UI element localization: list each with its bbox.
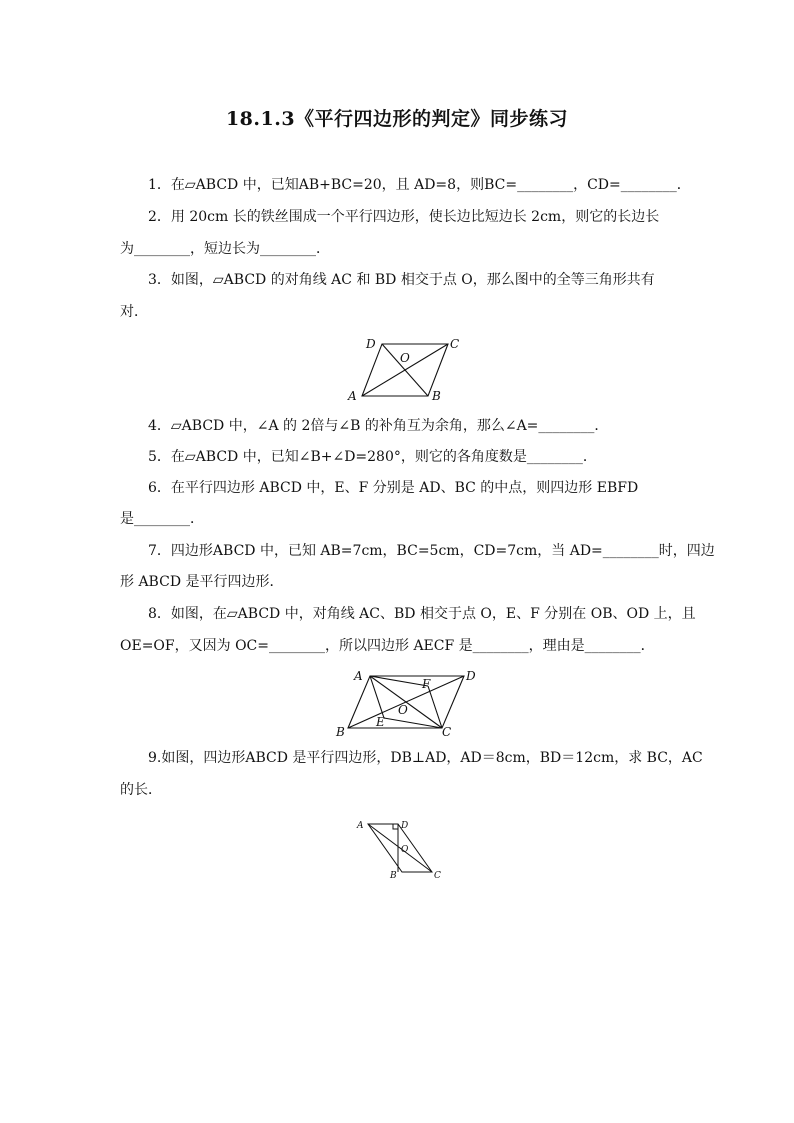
question-8-line-2: OE=OF，又因为 OC=________，所以四边形 AECF 是________，理由是________． xyxy=(120,638,655,654)
label-a: A xyxy=(348,389,357,403)
label-b-q8: B xyxy=(336,725,345,739)
figure-q9 xyxy=(354,816,450,880)
right-angle-mark xyxy=(393,824,398,829)
label-d: D xyxy=(366,337,376,351)
question-2-line-1: 2．用 20cm 长的铁丝围成一个平行四边形，使长边比短边长 2cm，则它的长边长 xyxy=(148,209,660,225)
question-3-line-2: 对． xyxy=(120,304,148,320)
question-9-line-1: 9.如图，四边形ABCD 是平行四边形，DB⊥AD，AD＝8cm，BD＝12cm，求 BC，AC xyxy=(148,750,703,766)
label-c-q9: C xyxy=(434,871,441,881)
segment-ae xyxy=(370,676,384,718)
label-a-q9: A xyxy=(357,821,364,831)
question-7-line-2: 形 ABCD 是平行四边形． xyxy=(120,574,284,590)
label-e-q8: E xyxy=(376,715,385,729)
question-9-line-2: 的长． xyxy=(120,782,162,798)
label-c-q8: C xyxy=(442,725,452,739)
label-d-q8: D xyxy=(466,669,476,683)
parallelogram-diagram-q3 xyxy=(340,334,470,404)
question-6-line-2: 是________． xyxy=(120,511,204,527)
diagonal-ac-q9 xyxy=(368,824,432,872)
question-5-line-1: 5．在▱ABCD 中，已知∠B+∠D=280°，则它的各角度数是________． xyxy=(148,449,597,465)
label-b-q9: B xyxy=(390,871,397,881)
question-1-line-1: 1．在▱ABCD 中，已知AB+BC=20，且 AD=8，则BC=________，CD=________． xyxy=(148,177,691,193)
question-8-line-1: 8．如图，在▱ABCD 中，对角线 AC、BD 相交于点 O，E、F 分别在 OB、OD 上，且 xyxy=(148,606,696,622)
figure-q8 xyxy=(334,666,480,742)
question-4-line-1: 4．▱ABCD 中，∠A 的 2倍与∠B 的补角互为余角，那么∠A=________． xyxy=(148,418,609,434)
figure-q3 xyxy=(340,334,470,404)
label-o: O xyxy=(400,351,410,365)
parallelogram-diagram-q9 xyxy=(354,816,450,880)
label-d-q9: D xyxy=(401,821,409,831)
label-b: B xyxy=(432,389,441,403)
segment-ec xyxy=(384,718,442,728)
parallelogram-diagram-q8 xyxy=(334,666,480,742)
page-title: 18.1.3《平行四边形的判定》同步练习 xyxy=(225,108,569,130)
label-a-q8: A xyxy=(354,669,363,683)
question-6-line-1: 6．在平行四边形 ABCD 中，E、F 分别是 AD、BC 的中点，则四边形 EBFD xyxy=(148,480,639,496)
diagonal-bd-q8 xyxy=(348,676,464,728)
label-c: C xyxy=(450,337,460,351)
segment-af xyxy=(370,676,428,686)
label-o-q8: O xyxy=(398,703,408,717)
label-o-q9: O xyxy=(401,845,409,855)
question-2-line-2: 为________，短边长为________． xyxy=(120,241,330,257)
question-7-line-1: 7．四边形ABCD 中，已知 AB=7cm，BC=5cm，CD=7cm，当 AD=________时，四边 xyxy=(148,543,715,559)
segment-fc xyxy=(428,686,442,728)
question-3-line-1: 3．如图，▱ABCD 的对角线 AC 和 BD 相交于点 O，那么图中的全等三角形共有 xyxy=(148,272,655,288)
label-f-q8: F xyxy=(422,677,431,691)
